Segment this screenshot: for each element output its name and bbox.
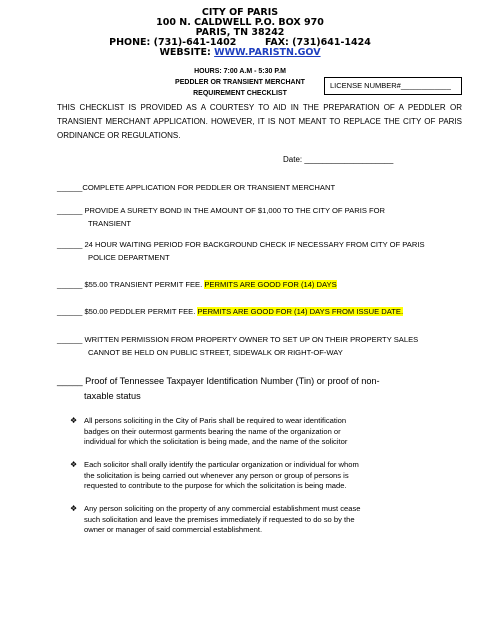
item-text-continued: taxable status [84, 391, 141, 401]
bullet-line: individual for which the solicitation is being made, and the name of the solicitor [84, 437, 348, 446]
bullet-line: requested to contribute to the purpose for which the solicitation is being made. [84, 481, 347, 490]
bullet-line: badges on their outermost garments bearing the name of the organization or [84, 426, 341, 436]
item-text-continued: TRANSIENT [88, 219, 132, 228]
city-name: CITY OF PARIS [201, 7, 279, 18]
bullet-line: owner or manager of said commercial establishment. [84, 525, 263, 534]
checklist-item-written-permission[interactable] [57, 333, 418, 359]
item-text: _____ Proof of Tennessee Taxpayer Identification Number (Tin) or proof of non- [57, 376, 380, 386]
highlighted-note: PERMITS ARE GOOD FOR (14) DAYS [204, 280, 337, 289]
item-text: ______ 24 HOUR WAITING PERIOD FOR BACKGROUND CHECK IF NECESSARY FROM CITY OF PARIS [57, 240, 425, 249]
item-text-continued: POLICE DEPARTMENT [88, 253, 170, 262]
website-line [0, 48, 480, 59]
diamond-bullet-icon: ❖ [70, 504, 78, 513]
item-text: ______ PROVIDE A SURETY BOND IN THE AMOUNT OF $1,000 TO THE CITY OF PARIS FOR [57, 206, 386, 215]
item-text-continued: CANNOT BE HELD ON PUBLIC STREET, SIDEWALK OR RIGHT-OF-WAY [88, 348, 343, 357]
bullet-line: such solicitation and leave the premises immediately if requested to do so by the [84, 514, 355, 524]
checklist-item-peddler-fee[interactable] [57, 305, 403, 318]
bullet-line: Each solicitor shall orally identify the particular organization or individual for whom [84, 460, 359, 469]
item-text: ______COMPLETE APPLICATION FOR PEDDLER OR TRANSIENT MERCHANT [57, 183, 336, 192]
phone-number: PHONE: (731)-641-1402 [109, 37, 237, 48]
document-subtitle: REQUIREMENT CHECKLIST [193, 90, 287, 97]
checklist-item-surety-bond[interactable] [57, 204, 385, 230]
item-text: ______ $55.00 TRANSIENT PERMIT FEE. [57, 280, 203, 289]
office-hours: HOURS: 7:00 A.M - 5:30 P.M [194, 68, 286, 75]
bullet-line: Any person soliciting on the property of any commercial establishment must cease [84, 504, 361, 513]
bullet-line: All persons soliciting in the City of Paris shall be required to wear identification [84, 416, 347, 425]
bullet-line: the solicitation is being carried out whenever any person or group of persons is [84, 470, 349, 480]
intro-paragraph: THIS CHECKLIST IS PROVIDED AS A COURTESY TO AID IN THE PREPARATION OF A PEDDLER OR TRANSIENT MERCHANT APPLICATION. HOWEVER, IT IS NOT MEANT TO REPLACE THE CITY OF PARIS ORDINANCE OR REGULATIONS. [57, 103, 462, 140]
website-link[interactable]: WWW.PARISTN.GOV [214, 47, 321, 58]
checklist-item-transient-fee[interactable] [57, 278, 337, 291]
address: 100 N. CALDWELL P.O. BOX 970 [156, 17, 324, 28]
document-title: PEDDLER OR TRANSIENT MERCHANT [175, 79, 305, 86]
diamond-bullet-icon: ❖ [70, 416, 78, 425]
checklist-item-application[interactable] [57, 181, 335, 194]
fax-number: FAX: (731)641-1424 [264, 37, 371, 48]
city-state-zip: PARIS, TN 38242 [195, 27, 285, 38]
checklist-item-background-check[interactable] [57, 238, 425, 264]
date-field[interactable]: Date: ____________________ [283, 155, 394, 164]
diamond-bullet-icon: ❖ [70, 460, 78, 469]
highlighted-note: PERMITS ARE GOOD FOR (14) DAYS FROM ISSUE DATE. [197, 307, 404, 316]
website-label: WEBSITE: [159, 47, 211, 58]
item-text: ______ WRITTEN PERMISSION FROM PROPERTY OWNER TO SET UP ON THEIR PROPERTY SALES [57, 335, 419, 344]
license-number-box[interactable]: LICENSE NUMBER#____________ [324, 77, 462, 95]
checklist-item-taxpayer-id[interactable] [57, 374, 380, 404]
item-text: ______ $50.00 PEDDLER PERMIT FEE. [57, 307, 196, 316]
